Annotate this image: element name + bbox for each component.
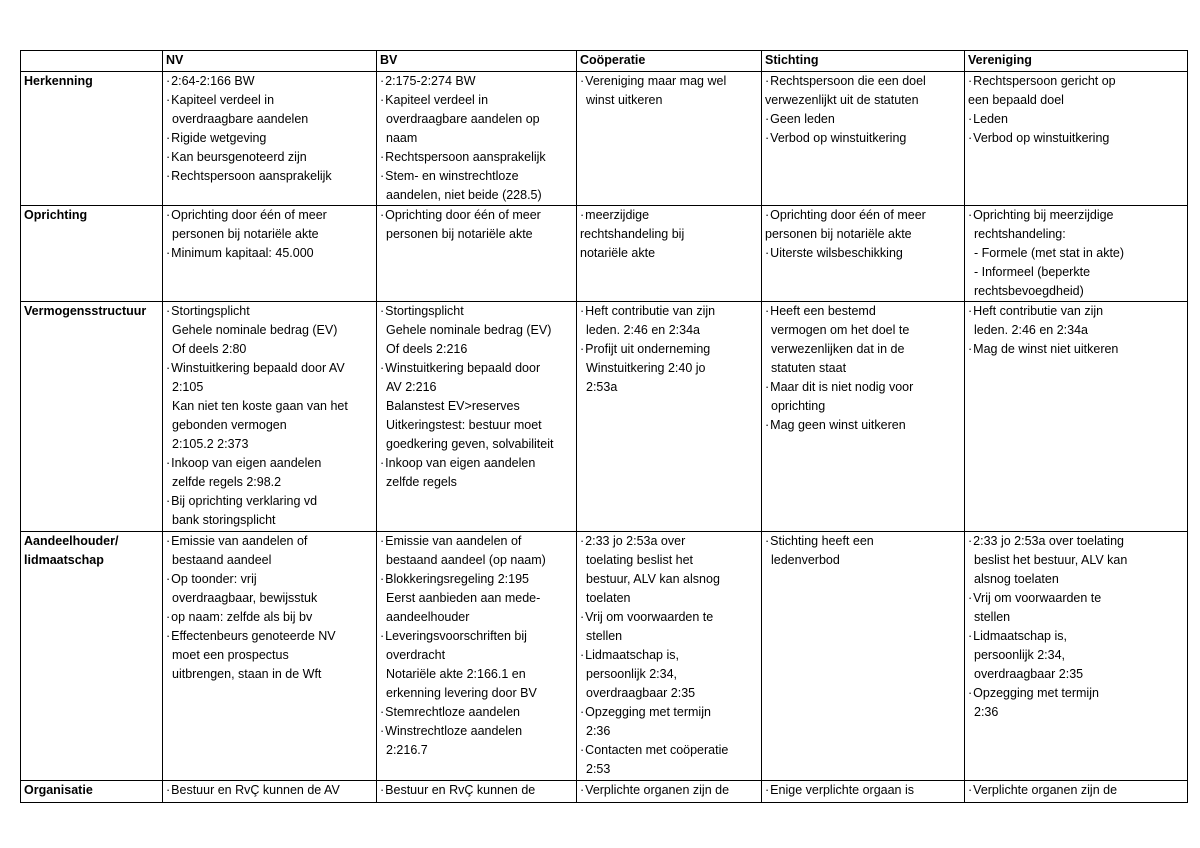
row-header-line: Vermogensstructuur	[24, 304, 147, 318]
bullet-item: · Lidmaatschap is,	[580, 646, 761, 665]
header-cell-bv: BV	[377, 51, 577, 72]
text-line: persoonlijk 2:34,	[974, 648, 1066, 662]
text-line: erkenning levering door BV	[386, 686, 537, 700]
text-line: verwezenlijkt uit de statuten	[765, 93, 919, 107]
text-line: - Informeel (beperkte	[974, 265, 1091, 279]
bullet-item: · Kapiteel verdeel in	[380, 91, 576, 110]
bullet-item: · Vereniging maar mag wel	[580, 72, 761, 91]
text-line: bestuur, ALV kan alsnog	[586, 572, 720, 586]
bullet-item: · Geen leden	[765, 110, 964, 129]
cell-aandeelhouder-lidmaatschap-vereniging	[965, 532, 1188, 781]
cell-aandeelhouder-lidmaatschap-bv	[377, 532, 577, 781]
text-line: 2:53a	[586, 380, 618, 394]
text-line: stellen	[586, 629, 623, 643]
text-line: Balanstest EV>reserves	[386, 399, 520, 413]
bullet-item: · Oprichting door één of meer	[765, 206, 964, 225]
bullet-item: · Opzegging met termijn	[968, 684, 1187, 703]
cell-herkenning-nv	[163, 72, 377, 206]
cell-organisatie-nv	[163, 781, 377, 803]
bullet-item: · 2:33 jo 2:53a over toelating	[968, 532, 1187, 551]
text-line: aandeelhouder	[386, 610, 470, 624]
cell-organisatie-cooperatie	[577, 781, 762, 803]
text-line: toelaten	[586, 591, 631, 605]
bullet-item: · Inkoop van eigen aandelen	[380, 454, 576, 473]
bullet-item: · Winstuitkering bepaald door	[380, 359, 576, 378]
cell-herkenning-bv	[377, 72, 577, 206]
text-line: overdraagbare aandelen op	[386, 112, 540, 126]
bullet-item: · Rechtspersoon die een doel	[765, 72, 964, 91]
bullet-item: · meerzijdige	[580, 206, 761, 225]
text-line: bestaand aandeel (op naam)	[386, 553, 546, 567]
text-line: 2:36	[974, 705, 999, 719]
text-line: leden. 2:46 en 2:34a	[974, 323, 1088, 337]
row-header-line: lidmaatschap	[24, 553, 104, 567]
bullet-item: · 2:33 jo 2:53a over	[580, 532, 761, 551]
text-line: aandelen, niet beide (228.5)	[386, 188, 542, 202]
text-line: notariële akte	[580, 246, 656, 260]
bullet-item: · 2:175-2:274 BW	[380, 72, 576, 91]
bullet-item: · Rechtspersoon aansprakelijk	[380, 148, 576, 167]
table-row-aandeelhouder-lidmaatschap	[21, 532, 1188, 781]
bullet-item: · Verbod op winstuitkering	[968, 129, 1187, 148]
bullet-item: · Bestuur en RvÇ kunnen de	[380, 781, 576, 800]
text-line: personen bij notariële akte	[386, 227, 533, 241]
text-line: Eerst aanbieden aan mede-	[386, 591, 541, 605]
row-header-line: Oprichting	[24, 208, 88, 222]
bullet-item: · Inkoop van eigen aandelen	[166, 454, 376, 473]
cell-herkenning-cooperatie	[577, 72, 762, 206]
text-line: 2:53	[586, 762, 611, 776]
bullet-item: · Emissie van aandelen of	[166, 532, 376, 551]
text-line: zelfde regels	[386, 475, 457, 489]
bullet-item: · Bestuur en RvÇ kunnen de AV	[166, 781, 376, 800]
header-cell-cooperatie: Coöperatie	[577, 51, 762, 72]
text-line: ledenverbod	[771, 553, 840, 567]
bullet-item: · Vrij om voorwaarden te	[968, 589, 1187, 608]
bullet-item: · Profijt uit onderneming	[580, 340, 761, 359]
comparison-table	[20, 50, 1188, 803]
row-header-line: Herkenning	[24, 74, 93, 88]
cell-oprichting-bv	[377, 206, 577, 302]
text-line: - Formele (met stat in akte)	[974, 246, 1125, 260]
header-cell-vereniging: Vereniging	[965, 51, 1188, 72]
bullet-item: · Rechtspersoon gericht op	[968, 72, 1187, 91]
text-line: personen bij notariële akte	[765, 227, 912, 241]
text-line: vermogen om het doel te	[771, 323, 910, 337]
header-cell-nv: NV	[163, 51, 377, 72]
cell-organisatie-stichting	[762, 781, 965, 803]
cell-aandeelhouder-lidmaatschap-cooperatie	[577, 532, 762, 781]
text-line: overdraagbare aandelen	[172, 112, 309, 126]
bullet-item: · Emissie van aandelen of	[380, 532, 576, 551]
text-line: statuten staat	[771, 361, 847, 375]
text-line: Of deels 2:216	[386, 342, 468, 356]
bullet-item: · Oprichting door één of meer	[166, 206, 376, 225]
bullet-item: · Stortingsplicht	[380, 302, 576, 321]
bullet-item: · Heft contributie van zijn	[968, 302, 1187, 321]
bullet-item: · Heft contributie van zijn	[580, 302, 761, 321]
text-line: gebonden vermogen	[172, 418, 287, 432]
bullet-item: · Opzegging met termijn	[580, 703, 761, 722]
cell-aandeelhouder-lidmaatschap-stichting	[762, 532, 965, 781]
bullet-item: · Minimum kapitaal: 45.000	[166, 244, 376, 263]
cell-vermogensstructuur-bv	[377, 302, 577, 532]
row-header-line: Organisatie	[24, 783, 93, 797]
bullet-item: · Mag de winst niet uitkeren	[968, 340, 1187, 359]
header-cell-empty	[21, 51, 163, 72]
row-header-organisatie	[21, 781, 163, 803]
table-row-herkenning	[21, 72, 1188, 206]
cell-vermogensstructuur-cooperatie	[577, 302, 762, 532]
text-line: Uitkeringstest: bestuur moet	[386, 418, 542, 432]
bullet-item: · Rechtspersoon aansprakelijk	[166, 167, 376, 186]
bullet-item: · Leveringsvoorschriften bij	[380, 627, 576, 646]
table-row-vermogensstructuur	[21, 302, 1188, 532]
text-line: Winstuitkering 2:40 jo	[586, 361, 706, 375]
bullet-item: · Verplichte organen zijn de	[968, 781, 1187, 800]
bullet-item: · Maar dit is niet nodig voor	[765, 378, 964, 397]
bullet-item: · Rigide wetgeving	[166, 129, 376, 148]
bullet-item: · Kan beursgenoteerd zijn	[166, 148, 376, 167]
bullet-item: · Op toonder: vrij	[166, 570, 376, 589]
text-line: bestaand aandeel	[172, 553, 272, 567]
cell-vermogensstructuur-stichting	[762, 302, 965, 532]
text-line: leden. 2:46 en 2:34a	[586, 323, 700, 337]
bullet-item: · Blokkeringsregeling 2:195	[380, 570, 576, 589]
text-line: Kan niet ten koste gaan van het	[172, 399, 348, 413]
text-line: toelating beslist het	[586, 553, 694, 567]
text-line: een bepaald doel	[968, 93, 1064, 107]
text-line: winst uitkeren	[586, 93, 663, 107]
bullet-item: · Vrij om voorwaarden te	[580, 608, 761, 627]
text-line: overdraagbaar 2:35	[974, 667, 1084, 681]
cell-herkenning-stichting	[762, 72, 965, 206]
bullet-item: · Leden	[968, 110, 1187, 129]
row-header-herkenning	[21, 72, 163, 206]
text-line: bank storingsplicht	[172, 513, 276, 527]
row-header-vermogensstructuur	[21, 302, 163, 532]
cell-organisatie-vereniging	[965, 781, 1188, 803]
bullet-item: · Kapiteel verdeel in	[166, 91, 376, 110]
cell-aandeelhouder-lidmaatschap-nv	[163, 532, 377, 781]
text-line: naam	[386, 131, 418, 145]
cell-organisatie-bv	[377, 781, 577, 803]
text-line: overdraagbaar 2:35	[586, 686, 696, 700]
text-line: Gehele nominale bedrag (EV)	[386, 323, 552, 337]
cell-oprichting-nv	[163, 206, 377, 302]
bullet-item: · Lidmaatschap is,	[968, 627, 1187, 646]
bullet-item: · Winstrechtloze aandelen	[380, 722, 576, 741]
bullet-item: · Stichting heeft een	[765, 532, 964, 551]
bullet-item: · Contacten met coöperatie	[580, 741, 761, 760]
text-line: oprichting	[771, 399, 826, 413]
text-line: rechtshandeling:	[974, 227, 1066, 241]
bullet-item: · op naam: zelfde als bij bv	[166, 608, 376, 627]
text-line: Notariële akte 2:166.1 en	[386, 667, 526, 681]
cell-vermogensstructuur-nv	[163, 302, 377, 532]
cell-oprichting-cooperatie	[577, 206, 762, 302]
text-line: rechtshandeling bij	[580, 227, 685, 241]
text-line: verwezenlijken dat in de	[771, 342, 905, 356]
bullet-item: · Oprichting bij meerzijdige	[968, 206, 1187, 225]
bullet-item: · Mag geen winst uitkeren	[765, 416, 964, 435]
text-line: persoonlijk 2:34,	[586, 667, 678, 681]
header-cell-stichting: Stichting	[762, 51, 965, 72]
bullet-item: · Stemrechtloze aandelen	[380, 703, 576, 722]
cell-oprichting-vereniging	[965, 206, 1188, 302]
bullet-item: · Oprichting door één of meer	[380, 206, 576, 225]
bullet-item: · 2:64-2:166 BW	[166, 72, 376, 91]
row-header-line: Aandeelhouder/	[24, 534, 119, 548]
text-line: beslist het bestuur, ALV kan	[974, 553, 1128, 567]
row-header-oprichting	[21, 206, 163, 302]
table-row-oprichting	[21, 206, 1188, 302]
bullet-item: · Winstuitkering bepaald door AV	[166, 359, 376, 378]
text-line: uitbrengen, staan in de Wft	[172, 667, 322, 681]
bullet-item: · Enige verplichte orgaan is	[765, 781, 964, 800]
text-line: zelfde regels 2:98.2	[172, 475, 282, 489]
bullet-item: · Verbod op winstuitkering	[765, 129, 964, 148]
text-line: stellen	[974, 610, 1011, 624]
text-line: goedkering geven, solvabiliteit	[386, 437, 554, 451]
text-line: AV 2:216	[386, 380, 437, 394]
text-line: 2:105	[172, 380, 204, 394]
row-header-aandeelhouder-lidmaatschap	[21, 532, 163, 781]
text-line: overdraagbaar, bewijsstuk	[172, 591, 318, 605]
text-line: rechtsbevoegdheid)	[974, 284, 1084, 298]
bullet-item: · Heeft een bestemd	[765, 302, 964, 321]
text-line: alsnog toelaten	[974, 572, 1059, 586]
text-line: Of deels 2:80	[172, 342, 247, 356]
header-row	[21, 51, 1188, 72]
bullet-item: · Stem- en winstrechtloze	[380, 167, 576, 186]
text-line: overdracht	[386, 648, 446, 662]
bullet-item: · Effectenbeurs genoteerde NV	[166, 627, 376, 646]
text-line: moet een prospectus	[172, 648, 289, 662]
text-line: 2:105.2 2:373	[172, 437, 249, 451]
text-line: 2:36	[586, 724, 611, 738]
text-line: personen bij notariële akte	[172, 227, 319, 241]
bullet-item: · Verplichte organen zijn de	[580, 781, 761, 800]
text-line: Gehele nominale bedrag (EV)	[172, 323, 338, 337]
cell-vermogensstructuur-vereniging	[965, 302, 1188, 532]
bullet-item: · Bij oprichting verklaring vd	[166, 492, 376, 511]
bullet-item: · Stortingsplicht	[166, 302, 376, 321]
bullet-item: · Uiterste wilsbeschikking	[765, 244, 964, 263]
text-line: 2:216.7	[386, 743, 428, 757]
cell-oprichting-stichting	[762, 206, 965, 302]
cell-herkenning-vereniging	[965, 72, 1188, 206]
table-row-organisatie	[21, 781, 1188, 803]
